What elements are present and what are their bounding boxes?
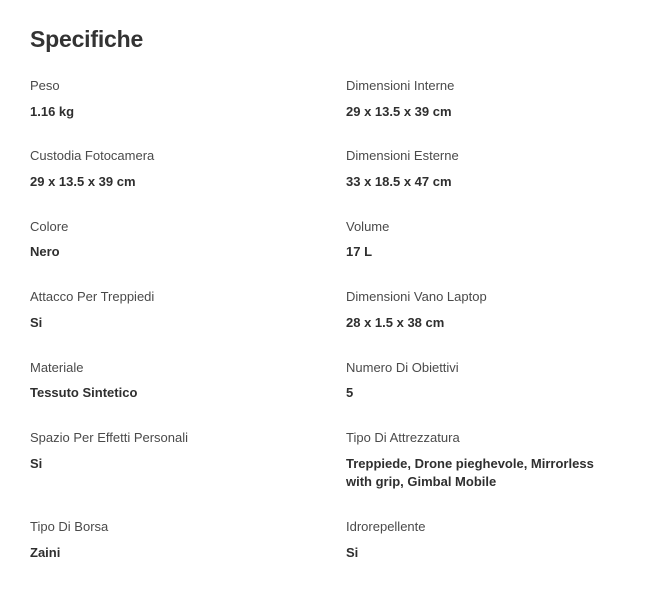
spec-value: 28 x 1.5 x 38 cm (346, 314, 445, 330)
spec-value: Si (346, 544, 359, 560)
spec-item (346, 518, 615, 588)
spec-value: Treppiede, Drone pieghevole, Mirrorless with grip, Gimbal Mobile (346, 455, 594, 490)
spec-label: Peso (30, 78, 60, 93)
spec-value: Zaini (30, 544, 61, 560)
spec-item (30, 518, 346, 588)
spec-item (30, 288, 346, 358)
spec-label: Custodia Fotocamera (30, 148, 155, 164)
spec-label: Dimensioni Vano Laptop (346, 289, 487, 305)
spec-value: 29 x 13.5 x 39 cm (346, 103, 452, 119)
spec-item (346, 429, 615, 518)
spec-item (346, 288, 615, 358)
spec-label: Dimensioni Interne (346, 78, 455, 93)
spec-label: Spazio Per Effetti Personali (30, 429, 189, 445)
spec-item (30, 359, 346, 429)
spec-value: Si (30, 455, 43, 471)
spec-item (30, 218, 346, 288)
spec-value: Tessuto Sintetico (30, 385, 138, 401)
spec-label: Idrorepellente (346, 519, 426, 535)
spec-label: Numero Di Obiettivi (346, 359, 459, 375)
spec-item (346, 359, 615, 429)
spec-value: 1.16 kg (30, 103, 75, 119)
spec-label: Tipo Di Borsa (30, 519, 109, 535)
spec-value: Si (30, 314, 43, 330)
specifications-grid (30, 77, 615, 589)
spec-label: Volume (346, 218, 390, 234)
spec-value: 17 L (346, 244, 373, 260)
spec-value: 29 x 13.5 x 39 cm (30, 173, 136, 189)
spec-item (30, 77, 346, 147)
spec-label: Attacco Per Treppiedi (30, 289, 155, 305)
spec-label: Colore (30, 218, 69, 234)
spec-label: Materiale (30, 359, 84, 375)
spec-item (346, 77, 615, 147)
spec-item (30, 429, 346, 518)
spec-value: 5 (346, 385, 354, 401)
spec-label: Tipo Di Attrezzatura (346, 429, 460, 445)
spec-value: 33 x 18.5 x 47 cm (346, 173, 452, 189)
spec-value: Nero (30, 244, 60, 260)
page-title: Specifiche (30, 26, 144, 52)
spec-item (346, 147, 615, 217)
spec-label: Dimensioni Esterne (346, 148, 459, 164)
spec-item (346, 218, 615, 288)
spec-item (30, 147, 346, 217)
